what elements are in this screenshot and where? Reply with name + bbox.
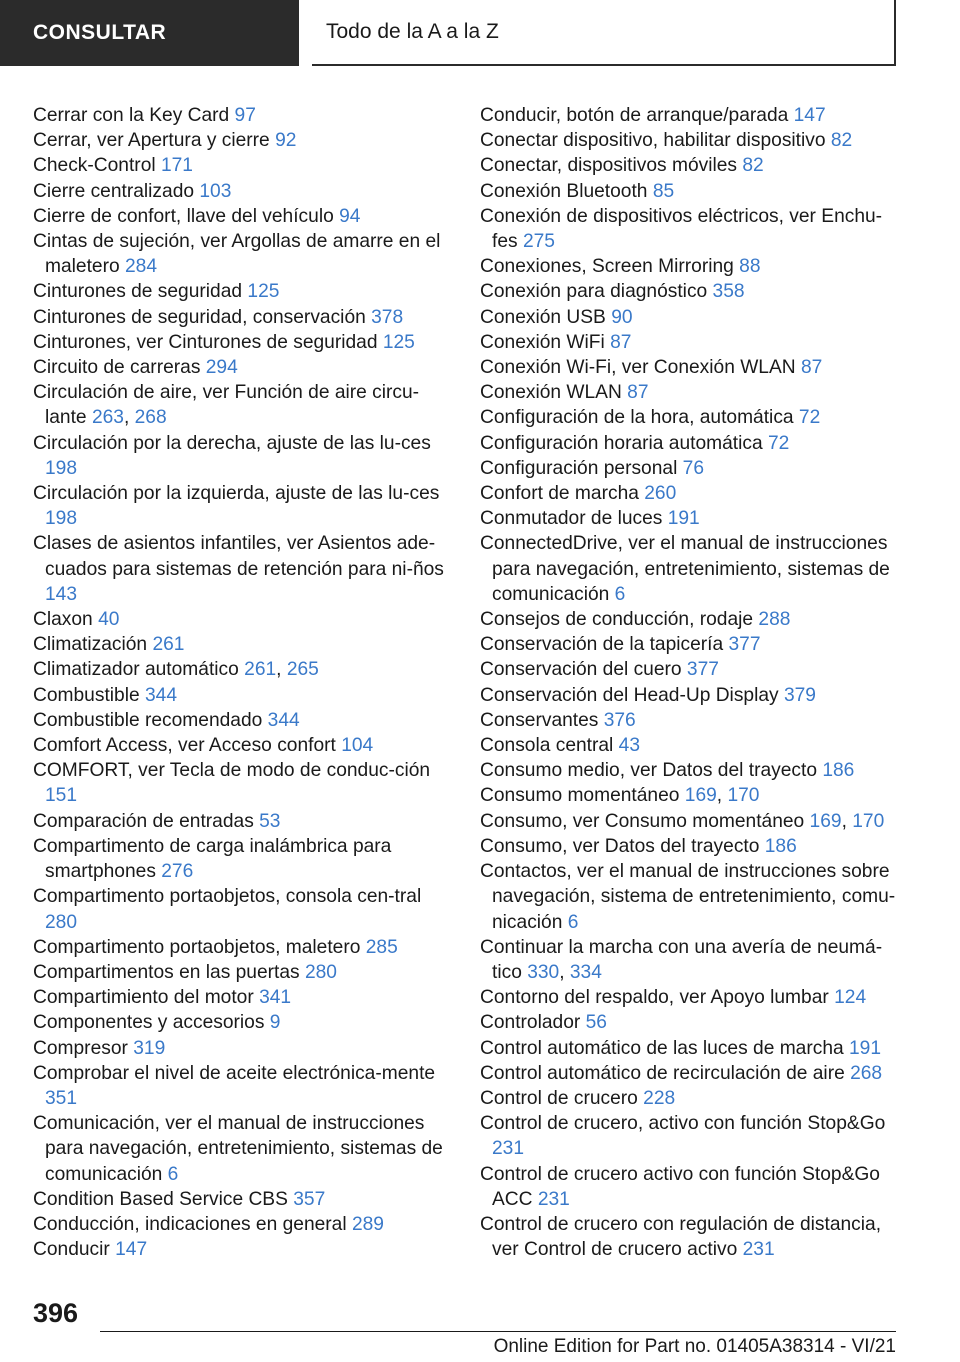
page-reference-link[interactable]: 82 — [742, 155, 764, 177]
index-term: Cintas de sujeción, ver Argollas de amarre en el maletero — [33, 231, 441, 278]
page-reference-link[interactable]: 377 — [728, 634, 761, 656]
index-term: Compresor — [33, 1037, 134, 1059]
index-entry — [480, 834, 900, 859]
page-reference-link[interactable]: 378 — [371, 306, 404, 328]
index-entry — [33, 103, 453, 128]
index-entry — [33, 632, 453, 657]
page-reference-link[interactable]: 6 — [167, 1163, 179, 1185]
index-column-right — [480, 103, 900, 1262]
page-reference-link[interactable]: 344 — [267, 709, 300, 731]
index-entry — [33, 355, 453, 380]
index-entry — [33, 1111, 453, 1187]
page-reference-link[interactable]: 43 — [618, 735, 640, 757]
index-entry — [33, 1010, 453, 1035]
index-entry — [480, 254, 900, 279]
index-term: Circulación por la derecha, ajuste de las lu-ces — [33, 432, 431, 454]
page-reference-link[interactable]: 151 — [45, 785, 78, 807]
index-entry — [480, 456, 900, 481]
index-term: Conexión para diagnóstico — [480, 281, 713, 303]
page-header — [0, 0, 960, 66]
index-term: Control de crucero activo con función Stop&Go ACC — [480, 1163, 880, 1210]
index-term: Conmutador de luces — [480, 508, 668, 530]
page-reference-link[interactable]: 125 — [382, 331, 415, 353]
page-reference-link[interactable]: 231 — [537, 1188, 570, 1210]
index-entry — [33, 179, 453, 204]
page-reference-link[interactable]: 377 — [686, 659, 719, 681]
edition-note: Online Edition for Part no. 01405A38314 - VI/21 — [493, 1336, 896, 1357]
index-entry — [33, 758, 453, 808]
index-term: Confort de marcha — [480, 483, 645, 505]
page-reference-link[interactable]: 198 — [45, 457, 78, 479]
index-term: Circuito de carreras — [33, 357, 206, 379]
index-entry — [480, 1086, 900, 1111]
index-entry — [33, 305, 453, 330]
index-term: Conexión Bluetooth — [480, 180, 653, 202]
index-entry — [480, 279, 900, 304]
page-reference-link[interactable]: 294 — [205, 357, 238, 379]
index-entry — [480, 506, 900, 531]
index-entry — [33, 834, 453, 884]
index-entry — [480, 531, 900, 607]
index-term: Comfort Access, ver Acceso confort — [33, 735, 342, 757]
index-entry — [33, 1061, 453, 1111]
index-entry — [480, 708, 900, 733]
index-term: Conservantes — [480, 709, 604, 731]
index-entry — [480, 1036, 900, 1061]
page-reference-link[interactable]: 288 — [758, 609, 791, 631]
index-term: Consumo, ver Consumo momentáneo — [480, 810, 810, 832]
index-entry — [33, 1036, 453, 1061]
index-term: Circulación de aire, ver Función de aire circu-lante — [33, 382, 420, 429]
page-reference-link[interactable]: 53 — [259, 810, 281, 832]
page-reference-link[interactable]: 268 — [850, 1062, 883, 1084]
page-reference-link[interactable]: 358 — [712, 281, 745, 303]
page-reference-link[interactable]: 285 — [365, 936, 398, 958]
index-entry — [480, 1212, 900, 1262]
page-reference-link[interactable]: 124 — [834, 987, 867, 1009]
index-entry — [480, 632, 900, 657]
index-entry — [480, 330, 900, 355]
page-reference-link[interactable]: 87 — [627, 382, 649, 404]
page-reference-link[interactable]: 341 — [259, 987, 292, 1009]
index-entry: Consumo, ver Consumo momentáneo 169, 170 — [480, 810, 885, 832]
index-term: Cerrar con la Key Card — [33, 105, 235, 126]
page-reference-link[interactable]: 6 — [614, 583, 626, 605]
page-reference-link[interactable]: 263 — [91, 407, 124, 429]
page-reference-link[interactable]: 351 — [45, 1087, 78, 1109]
page-reference-link[interactable]: 147 — [793, 105, 826, 126]
page-reference-link[interactable]: 379 — [783, 684, 816, 706]
index-term: Consumo momentáneo — [480, 785, 685, 807]
page-reference-link[interactable]: 280 — [304, 961, 337, 983]
index-entry — [480, 1111, 900, 1161]
index-term: Componentes y accesorios — [33, 1012, 270, 1034]
footer-divider — [100, 1331, 896, 1332]
page-reference-link[interactable]: 228 — [643, 1087, 676, 1109]
page-reference-link[interactable]: 334 — [569, 961, 602, 983]
index-entry — [33, 431, 453, 481]
index-entry — [33, 1212, 453, 1237]
page-reference-link[interactable]: 275 — [522, 231, 555, 253]
page-reference-link[interactable]: 6 — [567, 911, 579, 933]
index-term: Climatización — [33, 634, 153, 656]
index-entry — [33, 884, 453, 934]
index-entry — [480, 758, 900, 783]
page-reference-link[interactable]: 72 — [767, 432, 790, 454]
index-entry — [33, 330, 453, 355]
index-entry — [33, 481, 453, 531]
page-reference-link[interactable]: 97 — [234, 105, 256, 126]
index-entry — [480, 179, 900, 204]
page-reference-link[interactable]: 40 — [98, 609, 120, 631]
index-entry — [480, 859, 900, 935]
page-reference-link[interactable]: 280 — [45, 911, 78, 933]
index-term: COMFORT, ver Tecla de modo de conduc-ción — [33, 760, 431, 782]
page-reference-link[interactable]: 191 — [849, 1037, 882, 1059]
index-entry — [480, 657, 900, 682]
page-reference-link[interactable]: 276 — [161, 861, 194, 883]
index-entry — [480, 985, 900, 1010]
page-reference-link[interactable]: 169 — [684, 785, 717, 807]
page-reference-link[interactable]: 265 — [286, 659, 319, 681]
index-term: Cierre de confort, llave del vehículo — [33, 205, 340, 227]
index-entry — [33, 607, 453, 632]
page-reference-link[interactable]: 92 — [275, 130, 297, 152]
page-reference-link[interactable]: 87 — [610, 331, 632, 353]
page-reference-link[interactable]: 147 — [115, 1239, 148, 1261]
index-entry — [480, 128, 900, 153]
index-term: Consola central — [480, 735, 619, 757]
index-term: Conexión WiFi — [480, 331, 611, 353]
index-term: Conexión de dispositivos eléctricos, ver Enchu-fes — [480, 205, 883, 253]
index-term: Cerrar, ver Apertura y cierre — [33, 130, 276, 152]
index-entry — [33, 1237, 453, 1262]
index-term: Comparación de entradas — [33, 810, 260, 832]
index-entry — [33, 708, 453, 733]
index-term: Claxon — [33, 609, 99, 631]
index-term: Conectar dispositivo, habilitar dispositivo — [480, 130, 831, 152]
page-reference-link[interactable]: 125 — [247, 281, 280, 303]
page-reference-link[interactable]: 260 — [644, 483, 677, 505]
index-entry — [33, 531, 453, 607]
index-entry — [480, 380, 900, 405]
page-reference-link[interactable]: 268 — [134, 407, 167, 429]
page-reference-link[interactable]: 357 — [293, 1188, 326, 1210]
index-entry — [33, 229, 453, 279]
index-term: Condition Based Service CBS — [33, 1188, 294, 1210]
index-entry: Consumo momentáneo 169, 170 — [480, 785, 760, 807]
index-term: Cinturones de seguridad, conservación — [33, 306, 372, 328]
index-term: Control de crucero, activo con función Stop&Go — [480, 1113, 886, 1135]
index-term: Cierre centralizado — [33, 180, 200, 202]
page-reference-link[interactable]: 186 — [822, 760, 855, 782]
page-reference-link[interactable]: 231 — [492, 1138, 525, 1160]
index-entry — [480, 431, 900, 456]
index-entry — [480, 1061, 900, 1086]
index-term: Consejos de conducción, rodaje — [480, 609, 759, 631]
page-reference-link[interactable]: 261 — [244, 659, 277, 681]
page-reference-link[interactable]: 88 — [739, 256, 761, 278]
page-reference-link[interactable]: 198 — [45, 508, 78, 530]
page-reference-link[interactable]: 376 — [603, 709, 636, 731]
index-term: Configuración personal — [480, 457, 683, 479]
index-entry — [480, 103, 900, 128]
section-title: Todo de la A a la Z — [312, 0, 896, 66]
page-reference-link[interactable]: 72 — [798, 407, 821, 429]
page-reference-link[interactable]: 9 — [269, 1012, 281, 1034]
page-reference-link[interactable]: 143 — [45, 583, 78, 605]
index-term: Conservación de la tapicería — [480, 634, 729, 656]
page-reference-link[interactable]: 319 — [133, 1037, 166, 1059]
page-reference-link[interactable]: 169 — [809, 810, 842, 832]
index-entry — [33, 733, 453, 758]
index-entry — [33, 985, 453, 1010]
index-entry — [33, 960, 453, 985]
index-term: Controlador — [480, 1012, 586, 1034]
index-term: Control automático de las luces de marcha — [480, 1037, 850, 1059]
index-entry — [480, 355, 900, 380]
index-term: Conducir, botón de arranque/parada — [480, 105, 794, 126]
index-entry — [33, 683, 453, 708]
index-term: Compartimento de carga inalámbrica para smartphones — [33, 835, 392, 883]
index-term: Comunicación, ver el manual de instrucciones para navegación, entretenimiento, sistemas de comunicación — [33, 1113, 443, 1185]
index-entry — [480, 305, 900, 330]
page-reference-link[interactable]: 330 — [527, 961, 560, 983]
index-term: Conexión Wi-Fi, ver Conexión WLAN — [480, 357, 801, 379]
index-term: Conducción, indicaciones en general — [33, 1213, 352, 1235]
page-reference-link[interactable]: 104 — [341, 735, 374, 757]
index-entry — [33, 204, 453, 229]
index-term: Cinturones, ver Cinturones de seguridad — [33, 331, 383, 353]
page-reference-link[interactable]: 344 — [144, 684, 177, 706]
page-reference-link[interactable]: 87 — [800, 357, 823, 379]
page-reference-link[interactable]: 82 — [830, 130, 853, 152]
index-entry — [480, 204, 900, 254]
page-reference-link[interactable]: 231 — [742, 1239, 775, 1261]
page-reference-link[interactable]: 90 — [611, 306, 633, 328]
page-reference-link[interactable]: 103 — [199, 180, 232, 202]
page-reference-link[interactable]: 94 — [339, 205, 361, 227]
index-entry — [480, 1162, 900, 1212]
page-reference-link[interactable]: 191 — [667, 508, 700, 530]
index-term: Combustible — [33, 684, 145, 706]
index-entry — [33, 935, 453, 960]
index-column-left — [33, 103, 453, 1262]
index-entry — [33, 153, 453, 178]
index-term: Climatizador automático — [33, 659, 245, 681]
index-term: Compartimento portaobjetos, consola cen-tral — [33, 886, 422, 908]
index-entry — [33, 1187, 453, 1212]
index-term: Contorno del respaldo, ver Apoyo lumbar — [480, 987, 835, 1009]
index-term: Conexión WLAN — [480, 382, 628, 404]
index-term: Circulación por la izquierda, ajuste de las lu-ces — [33, 483, 440, 505]
index-entry — [480, 153, 900, 178]
page-reference-link[interactable]: 284 — [124, 256, 157, 278]
index-entry — [480, 1010, 900, 1035]
index-term: Combustible recomendado — [33, 709, 268, 731]
index-entry: Continuar la marcha con una avería de neumá-tico 330, 334 — [480, 936, 883, 983]
index-term: Control de crucero con regulación de distancia, ver Control de crucero activo — [480, 1213, 882, 1261]
page-reference-link[interactable]: 76 — [682, 457, 705, 479]
index-term: Compartimento portaobjetos, maletero — [33, 936, 366, 958]
index-term: Compartimiento del motor — [33, 987, 260, 1009]
index-term: Conducir — [33, 1239, 116, 1261]
index-term: Control de crucero — [480, 1087, 644, 1109]
index-term: Control automático de recirculación de aire — [480, 1062, 851, 1084]
index-entry: Circulación de aire, ver Función de aire circu-lante 263, 268 — [33, 382, 420, 429]
index-term: Clases de asientos infantiles, ver Asientos ade-cuados para sistemas de retención para ni-ños — [33, 533, 444, 580]
page-reference-link[interactable]: 170 — [852, 810, 885, 832]
index-entry — [480, 683, 900, 708]
page-number: 396 — [33, 1298, 79, 1328]
index-term: Configuración horaria automática — [480, 432, 768, 454]
index-entry — [480, 481, 900, 506]
index-term: Conservación del Head-Up Display — [480, 684, 784, 706]
page-reference-link[interactable]: 85 — [652, 180, 675, 202]
index-entry — [33, 279, 453, 304]
index-term: Check-Control — [33, 155, 161, 177]
index-term: Conexión USB — [480, 306, 612, 328]
index-term: Conservación del cuero — [480, 659, 687, 681]
page-reference-link[interactable]: 170 — [727, 785, 760, 807]
section-tab: CONSULTAR — [0, 0, 299, 66]
page-reference-link[interactable]: 56 — [585, 1012, 607, 1034]
index-entry — [33, 809, 453, 834]
index-term: Consumo medio, ver Datos del trayecto — [480, 760, 823, 782]
index-entry: Climatizador automático 261, 265 — [33, 659, 319, 681]
page-reference-link[interactable]: 261 — [152, 634, 185, 656]
index-term: Comprobar el nivel de aceite electrónica-mente — [33, 1062, 436, 1084]
index-entry — [480, 733, 900, 758]
index-term: Cinturones de seguridad — [33, 281, 248, 303]
index-entry — [33, 128, 453, 153]
index-entry — [480, 607, 900, 632]
index-term: Compartimentos en las puertas — [33, 961, 305, 983]
index-term: Conexiones, Screen Mirroring — [480, 256, 740, 278]
index-term: Configuración de la hora, automática — [480, 407, 799, 429]
page-reference-link[interactable]: 171 — [160, 155, 193, 177]
index-entry — [480, 405, 900, 430]
index-term: Conectar, dispositivos móviles — [480, 155, 743, 177]
page-reference-link[interactable]: 289 — [351, 1213, 384, 1235]
index-term: Contactos, ver el manual de instrucciones sobre navegación, sistema de entretenimiento, comu-nicación — [480, 861, 896, 933]
index-term: Consumo, ver Datos del trayecto — [480, 835, 765, 857]
index-term: ConnectedDrive, ver el manual de instrucciones para navegación, entretenimiento, sistemas de comunicación — [480, 533, 890, 605]
page-reference-link[interactable]: 186 — [764, 835, 797, 857]
index-term: Continuar la marcha con una avería de neumá-tico — [480, 936, 883, 983]
